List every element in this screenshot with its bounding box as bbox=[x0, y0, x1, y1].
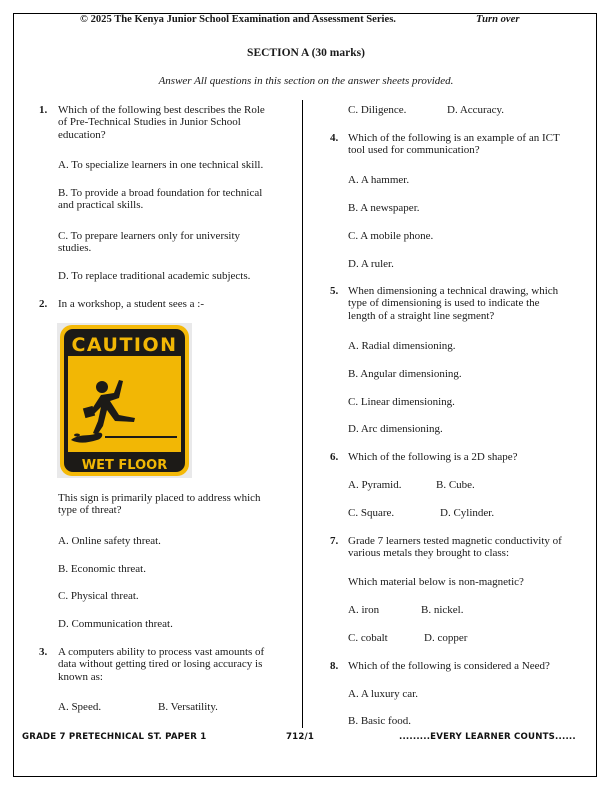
option-b[interactable]: B. Versatility. bbox=[158, 701, 218, 713]
option-b[interactable]: B. Cube. bbox=[436, 479, 475, 491]
section-instructions: Answer All questions in this section on the answer sheets provided. bbox=[158, 75, 454, 87]
turn-over-label: Turn over bbox=[476, 14, 520, 25]
question-text: In a workshop, a student sees a :- bbox=[58, 298, 205, 310]
option-c[interactable] bbox=[58, 230, 240, 255]
option-c[interactable]: C. Diligence. bbox=[348, 104, 407, 116]
option-d[interactable]: D. Arc dimensioning. bbox=[348, 423, 443, 435]
footer-paper-code: 712/1 bbox=[286, 732, 315, 742]
option-a[interactable]: A. Pyramid. bbox=[348, 479, 402, 491]
question-line: tool used for communication? bbox=[348, 144, 480, 157]
option-a[interactable]: A. A luxury car. bbox=[348, 688, 418, 700]
option-a[interactable]: A. Speed. bbox=[58, 701, 102, 713]
question-line: data without getting tired or losing accuracy is bbox=[58, 658, 263, 671]
question-line: Grade 7 learners tested magnetic conductivity of bbox=[348, 535, 562, 547]
question-number: 5. bbox=[330, 285, 339, 297]
footer-motto: .........EVERY LEARNER COUNTS...... bbox=[399, 732, 576, 742]
question-text bbox=[58, 104, 265, 141]
caution-text: CAUTION bbox=[71, 334, 178, 356]
caution-sign-icon bbox=[57, 323, 192, 478]
question-followup bbox=[58, 492, 261, 517]
question-followup: Which material below is non-magnetic? bbox=[348, 576, 524, 588]
question-number: 4. bbox=[330, 132, 339, 144]
question-line: type of dimensioning is used to indicate the bbox=[348, 297, 540, 310]
option-b[interactable]: B. Angular dimensioning. bbox=[348, 368, 462, 380]
wet-floor-text: WET FLOOR bbox=[81, 458, 168, 473]
option-line: studies. bbox=[58, 242, 92, 255]
option-d[interactable]: D. A ruler. bbox=[348, 258, 394, 270]
question-text: Which of the following is a 2D shape? bbox=[348, 451, 518, 463]
question-line: Which of the following best describes the Role bbox=[58, 104, 265, 116]
option-b[interactable] bbox=[58, 187, 262, 212]
column-divider bbox=[302, 100, 303, 728]
question-number: 7. bbox=[330, 535, 339, 547]
option-a[interactable]: A. Radial dimensioning. bbox=[348, 340, 456, 352]
option-c[interactable]: C. Linear dimensioning. bbox=[348, 396, 455, 408]
option-line: B. To provide a broad foundation for technical bbox=[58, 187, 263, 199]
option-line: and practical skills. bbox=[58, 199, 144, 212]
option-c[interactable]: C. cobalt bbox=[348, 632, 388, 644]
option-a[interactable]: A. To specialize learners in one technical skill. bbox=[58, 159, 264, 171]
question-line: type of threat? bbox=[58, 504, 122, 517]
option-c[interactable]: C. Square. bbox=[348, 507, 395, 519]
section-title: SECTION A (30 marks) bbox=[247, 47, 365, 59]
copyright-line: © 2025 The Kenya Junior School Examination and Assessment Series. bbox=[80, 14, 396, 25]
question-text: Which of the following is considered a Need? bbox=[348, 660, 550, 672]
question-line: This sign is primarily placed to address which bbox=[58, 492, 261, 504]
question-line: A computers ability to process vast amounts of bbox=[58, 646, 265, 658]
question-line: education? bbox=[58, 128, 106, 141]
option-a[interactable]: A. A hammer. bbox=[348, 174, 410, 186]
option-d[interactable]: D. To replace traditional academic subjects. bbox=[58, 270, 251, 282]
option-d[interactable]: D. Cylinder. bbox=[440, 507, 495, 519]
question-number: 3. bbox=[39, 646, 48, 658]
wet-floor-caution-sign-image bbox=[57, 323, 192, 478]
question-text bbox=[348, 285, 558, 322]
footer-paper-title: GRADE 7 PRETECHNICAL ST. PAPER 1 bbox=[22, 732, 207, 742]
option-b[interactable]: B. Economic threat. bbox=[58, 563, 146, 575]
question-line: Which of the following is an example of an ICT bbox=[348, 132, 560, 144]
question-number: 2. bbox=[39, 298, 48, 310]
question-line: various metals they brought to class: bbox=[348, 547, 509, 560]
option-d[interactable]: D. Communication threat. bbox=[58, 618, 173, 630]
option-b[interactable]: B. nickel. bbox=[421, 604, 464, 616]
question-number: 6. bbox=[330, 451, 339, 463]
option-b[interactable]: B. Basic food. bbox=[348, 715, 411, 727]
question-text bbox=[58, 646, 264, 683]
question-line: known as: bbox=[58, 670, 103, 683]
question-line: When dimensioning a technical drawing, which bbox=[348, 285, 559, 297]
question-line: length of a straight line segment? bbox=[348, 309, 495, 322]
option-a[interactable]: A. Online safety threat. bbox=[58, 535, 161, 547]
question-text bbox=[348, 132, 560, 157]
option-d[interactable]: D. copper bbox=[424, 632, 468, 644]
option-c[interactable]: C. Physical threat. bbox=[58, 590, 139, 602]
question-text bbox=[348, 535, 562, 560]
option-a[interactable]: A. iron bbox=[348, 604, 380, 616]
option-c[interactable]: C. A mobile phone. bbox=[348, 230, 434, 242]
question-number: 8. bbox=[330, 660, 339, 672]
question-line: of Pre-Technical Studies in Junior School bbox=[58, 116, 241, 129]
option-d[interactable]: D. Accuracy. bbox=[447, 104, 505, 116]
question-number: 1. bbox=[39, 104, 48, 116]
option-line: C. To prepare learners only for university bbox=[58, 230, 240, 242]
option-b[interactable]: B. A newspaper. bbox=[348, 202, 420, 214]
